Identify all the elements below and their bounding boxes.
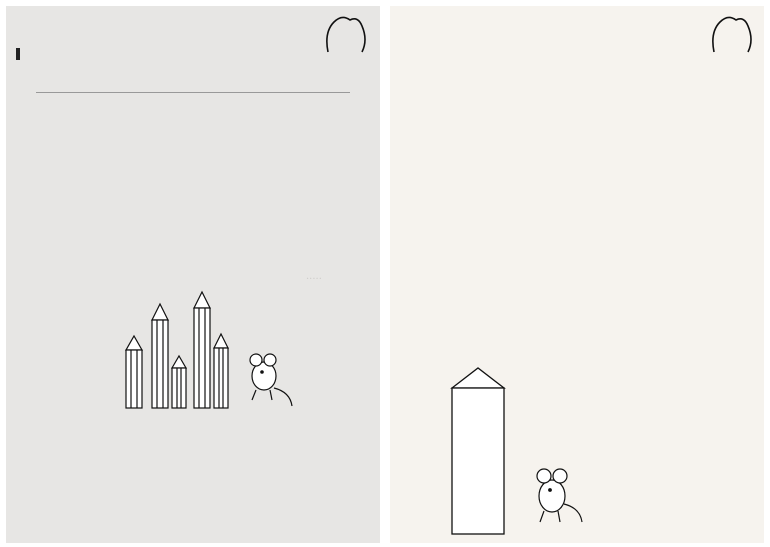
binding-mark	[16, 48, 20, 60]
paw-prints-decoration	[450, 12, 714, 34]
mouse-head-icon	[708, 12, 754, 56]
mouse-drawing	[250, 354, 292, 406]
building-illustration	[448, 366, 508, 536]
page-number-badge	[322, 12, 368, 56]
page-number-badge	[708, 12, 754, 56]
mouse-head-icon	[322, 12, 368, 56]
bleed-through-text: ·····	[306, 274, 322, 285]
paw-prints-decoration	[66, 12, 330, 34]
left-page	[6, 6, 380, 543]
right-page	[390, 6, 764, 543]
pencils-illustration	[106, 288, 306, 418]
title-divider	[36, 92, 350, 93]
mouse-drawing	[520, 456, 590, 526]
